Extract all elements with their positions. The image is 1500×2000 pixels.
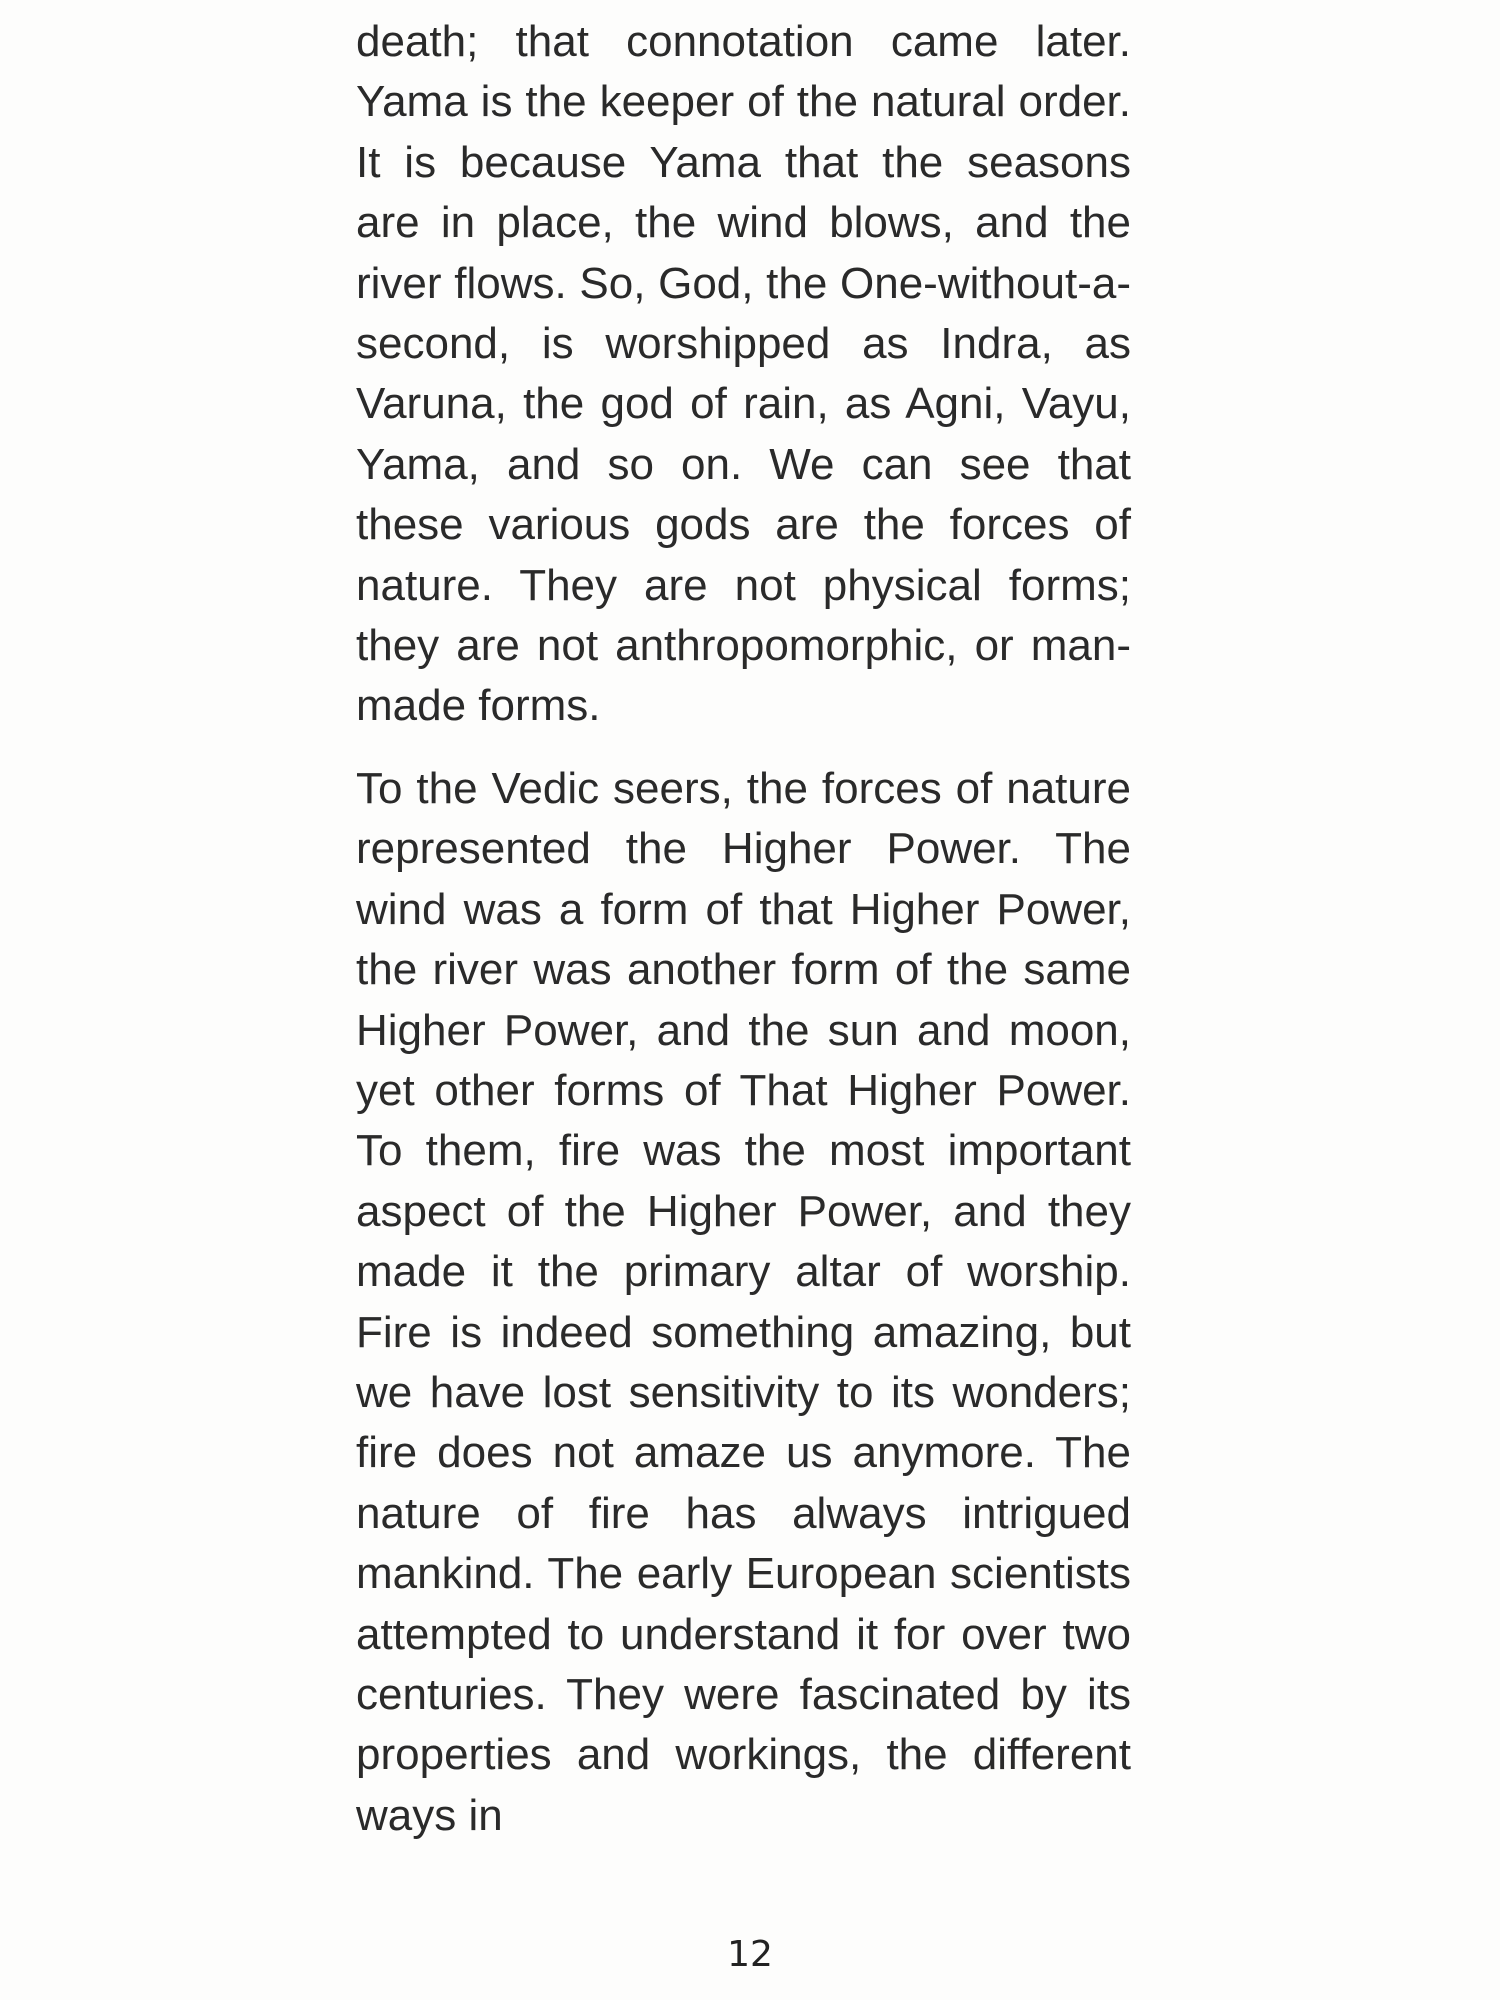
- paragraph-1: death; that connotation came later. Yama is the keeper of the natural order. It is because Yama that the seasons are in place, the wind blows, and the river flows. So, God, the One-without-a-second, is worshipped as Indra, as Varuna, the god of rain, as Agni, Vayu, Yama, and so on. We can see that these various gods are the forces of nature. They are not physical forms; they are not anthropomorphic, or man-made forms.: [356, 17, 1131, 731]
- page-number: 12: [727, 1934, 773, 1975]
- paragraph-2: To the Vedic seers, the forces of nature represented the Higher Power. The wind was a form of that Higher Power, the river was another form of the same Higher Power, and the sun and moon, yet other forms of That Higher Power. To them, fire was the most important aspect of the Higher Power, and they made it the primary altar of worship. Fire is indeed something amazing, but we have lost sensitivity to its wonders; fire does not amaze us anymore. The nature of fire has always intrigued mankind. The early European scientists attempted to understand it for over two centuries. They were fascinated by its properties and workings, the different ways in: [356, 763, 1131, 1840]
- body-text: [356, 12, 1131, 1846]
